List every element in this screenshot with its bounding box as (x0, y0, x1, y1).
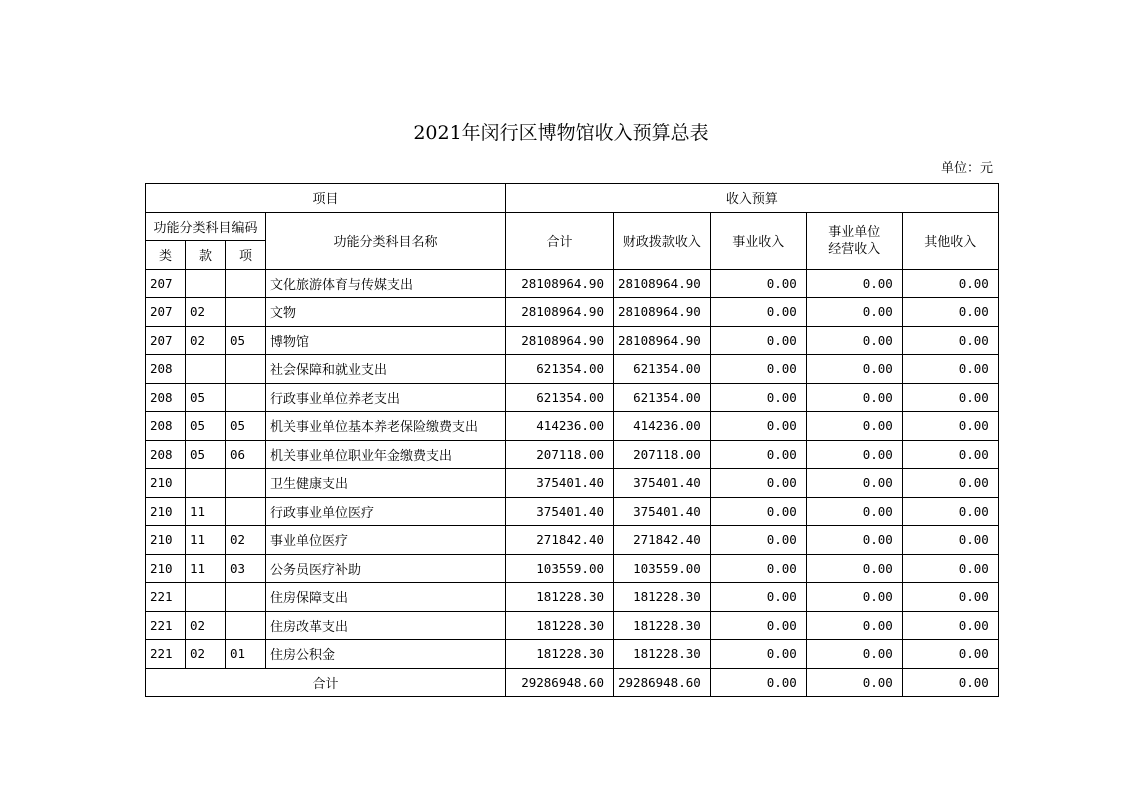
footer-total: 29286948.60 (506, 668, 614, 697)
cell-total: 375401.40 (506, 497, 614, 526)
cell-xiang: 01 (226, 640, 266, 669)
cell-total: 28108964.90 (506, 298, 614, 327)
cell-career: 0.00 (710, 640, 806, 669)
cell-total: 621354.00 (506, 383, 614, 412)
unit-label: 单位：元 (940, 161, 993, 176)
cell-name: 住房公积金 (266, 640, 506, 669)
cell-lei: 221 (146, 611, 186, 640)
cell-total: 621354.00 (506, 355, 614, 384)
cell-total: 181228.30 (506, 583, 614, 612)
cell-kuan: 11 (186, 554, 226, 583)
cell-fiscal: 181228.30 (614, 583, 711, 612)
cell-career: 0.00 (710, 326, 806, 355)
cell-xiang: 03 (226, 554, 266, 583)
cell-fiscal: 28108964.90 (614, 326, 711, 355)
cell-lei: 208 (146, 440, 186, 469)
header-kuan: 款 (186, 241, 226, 270)
cell-name: 社会保障和就业支出 (266, 355, 506, 384)
budget-table (145, 183, 999, 697)
cell-kuan: 11 (186, 497, 226, 526)
footer-career: 0.00 (710, 668, 806, 697)
cell-kuan: 05 (186, 383, 226, 412)
header-lei: 类 (146, 241, 186, 270)
cell-operating: 0.00 (806, 440, 902, 469)
header-func-code: 功能分类科目编码 (146, 212, 266, 241)
cell-other: 0.00 (902, 611, 998, 640)
cell-total: 181228.30 (506, 640, 614, 669)
header-row-2 (146, 212, 999, 241)
cell-career: 0.00 (710, 469, 806, 498)
cell-career: 0.00 (710, 583, 806, 612)
cell-other: 0.00 (902, 554, 998, 583)
header-total: 合计 (506, 212, 614, 269)
cell-kuan (186, 269, 226, 298)
cell-name: 文物 (266, 298, 506, 327)
cell-fiscal: 181228.30 (614, 640, 711, 669)
cell-lei: 208 (146, 412, 186, 441)
cell-xiang (226, 298, 266, 327)
header-row-1 (146, 184, 999, 213)
cell-xiang (226, 355, 266, 384)
cell-other: 0.00 (902, 269, 998, 298)
table-row (146, 554, 999, 583)
footer-operating: 0.00 (806, 668, 902, 697)
header-income-budget: 收入预算 (506, 184, 999, 213)
header-func-name: 功能分类科目名称 (266, 212, 506, 269)
cell-operating: 0.00 (806, 469, 902, 498)
cell-operating: 0.00 (806, 611, 902, 640)
cell-name: 机关事业单位基本养老保险缴费支出 (266, 412, 506, 441)
header-xiang: 项 (226, 241, 266, 270)
cell-other: 0.00 (902, 355, 998, 384)
table-row (146, 611, 999, 640)
cell-lei: 221 (146, 583, 186, 612)
table-body (146, 269, 999, 668)
cell-career: 0.00 (710, 554, 806, 583)
cell-kuan: 02 (186, 611, 226, 640)
page-title: 2021年闵行区博物馆收入预算总表 (413, 122, 709, 144)
cell-xiang (226, 469, 266, 498)
cell-operating: 0.00 (806, 412, 902, 441)
cell-kuan: 05 (186, 440, 226, 469)
cell-name: 行政事业单位养老支出 (266, 383, 506, 412)
cell-lei: 208 (146, 355, 186, 384)
cell-xiang (226, 383, 266, 412)
cell-xiang: 05 (226, 326, 266, 355)
cell-operating: 0.00 (806, 554, 902, 583)
cell-name: 卫生健康支出 (266, 469, 506, 498)
cell-career: 0.00 (710, 412, 806, 441)
cell-total: 414236.00 (506, 412, 614, 441)
cell-career: 0.00 (710, 383, 806, 412)
cell-lei: 207 (146, 269, 186, 298)
header-other: 其他收入 (902, 212, 998, 269)
table-row (146, 583, 999, 612)
cell-fiscal: 414236.00 (614, 412, 711, 441)
cell-other: 0.00 (902, 383, 998, 412)
footer-row (146, 668, 999, 697)
cell-kuan: 05 (186, 412, 226, 441)
cell-kuan: 02 (186, 326, 226, 355)
cell-career: 0.00 (710, 355, 806, 384)
cell-operating: 0.00 (806, 526, 902, 555)
cell-kuan (186, 583, 226, 612)
cell-total: 28108964.90 (506, 326, 614, 355)
cell-other: 0.00 (902, 326, 998, 355)
table-row (146, 440, 999, 469)
cell-career: 0.00 (710, 298, 806, 327)
cell-total: 207118.00 (506, 440, 614, 469)
cell-fiscal: 28108964.90 (614, 298, 711, 327)
cell-operating: 0.00 (806, 383, 902, 412)
cell-name: 文化旅游体育与传媒支出 (266, 269, 506, 298)
cell-operating: 0.00 (806, 326, 902, 355)
cell-fiscal: 271842.40 (614, 526, 711, 555)
cell-operating: 0.00 (806, 298, 902, 327)
cell-total: 103559.00 (506, 554, 614, 583)
cell-lei: 207 (146, 326, 186, 355)
cell-fiscal: 621354.00 (614, 355, 711, 384)
cell-other: 0.00 (902, 583, 998, 612)
cell-xiang (226, 583, 266, 612)
cell-lei: 210 (146, 526, 186, 555)
cell-kuan: 11 (186, 526, 226, 555)
cell-xiang: 06 (226, 440, 266, 469)
table-row (146, 355, 999, 384)
table-row (146, 469, 999, 498)
cell-name: 机关事业单位职业年金缴费支出 (266, 440, 506, 469)
cell-fiscal: 103559.00 (614, 554, 711, 583)
cell-name: 公务员医疗补助 (266, 554, 506, 583)
footer-fiscal: 29286948.60 (614, 668, 711, 697)
cell-operating: 0.00 (806, 497, 902, 526)
cell-other: 0.00 (902, 497, 998, 526)
cell-lei: 221 (146, 640, 186, 669)
cell-kuan (186, 469, 226, 498)
cell-fiscal: 621354.00 (614, 383, 711, 412)
cell-career: 0.00 (710, 497, 806, 526)
cell-name: 住房保障支出 (266, 583, 506, 612)
cell-name: 事业单位医疗 (266, 526, 506, 555)
cell-name: 住房改革支出 (266, 611, 506, 640)
cell-other: 0.00 (902, 440, 998, 469)
cell-other: 0.00 (902, 298, 998, 327)
header-operating (806, 212, 902, 269)
cell-total: 375401.40 (506, 469, 614, 498)
cell-lei: 208 (146, 383, 186, 412)
cell-operating: 0.00 (806, 355, 902, 384)
table-row (146, 383, 999, 412)
cell-kuan (186, 355, 226, 384)
table-row (146, 526, 999, 555)
table-row (146, 326, 999, 355)
cell-operating: 0.00 (806, 583, 902, 612)
table-row (146, 497, 999, 526)
cell-fiscal: 375401.40 (614, 469, 711, 498)
cell-xiang (226, 497, 266, 526)
cell-xiang: 02 (226, 526, 266, 555)
cell-career: 0.00 (710, 269, 806, 298)
cell-xiang (226, 611, 266, 640)
footer-other: 0.00 (902, 668, 998, 697)
cell-career: 0.00 (710, 440, 806, 469)
cell-lei: 210 (146, 497, 186, 526)
cell-other: 0.00 (902, 640, 998, 669)
cell-total: 28108964.90 (506, 269, 614, 298)
cell-fiscal: 181228.30 (614, 611, 711, 640)
cell-operating: 0.00 (806, 640, 902, 669)
cell-name: 博物馆 (266, 326, 506, 355)
header-item: 项目 (146, 184, 506, 213)
header-operating-line2: 经营收入 (828, 241, 881, 257)
cell-other: 0.00 (902, 412, 998, 441)
cell-career: 0.00 (710, 611, 806, 640)
cell-lei: 207 (146, 298, 186, 327)
table-row (146, 640, 999, 669)
cell-name: 行政事业单位医疗 (266, 497, 506, 526)
cell-kuan: 02 (186, 298, 226, 327)
table-row (146, 412, 999, 441)
cell-fiscal: 28108964.90 (614, 269, 711, 298)
cell-lei: 210 (146, 469, 186, 498)
table-row (146, 269, 999, 298)
header-career: 事业收入 (710, 212, 806, 269)
table-row (146, 298, 999, 327)
cell-total: 271842.40 (506, 526, 614, 555)
cell-fiscal: 375401.40 (614, 497, 711, 526)
cell-kuan: 02 (186, 640, 226, 669)
cell-other: 0.00 (902, 526, 998, 555)
cell-operating: 0.00 (806, 269, 902, 298)
header-operating-line1: 事业单位 (828, 224, 881, 240)
cell-fiscal: 207118.00 (614, 440, 711, 469)
footer-label: 合计 (146, 668, 506, 697)
cell-xiang: 05 (226, 412, 266, 441)
cell-lei: 210 (146, 554, 186, 583)
cell-xiang (226, 269, 266, 298)
header-fiscal: 财政拨款收入 (614, 212, 711, 269)
cell-other: 0.00 (902, 469, 998, 498)
cell-total: 181228.30 (506, 611, 614, 640)
cell-career: 0.00 (710, 526, 806, 555)
